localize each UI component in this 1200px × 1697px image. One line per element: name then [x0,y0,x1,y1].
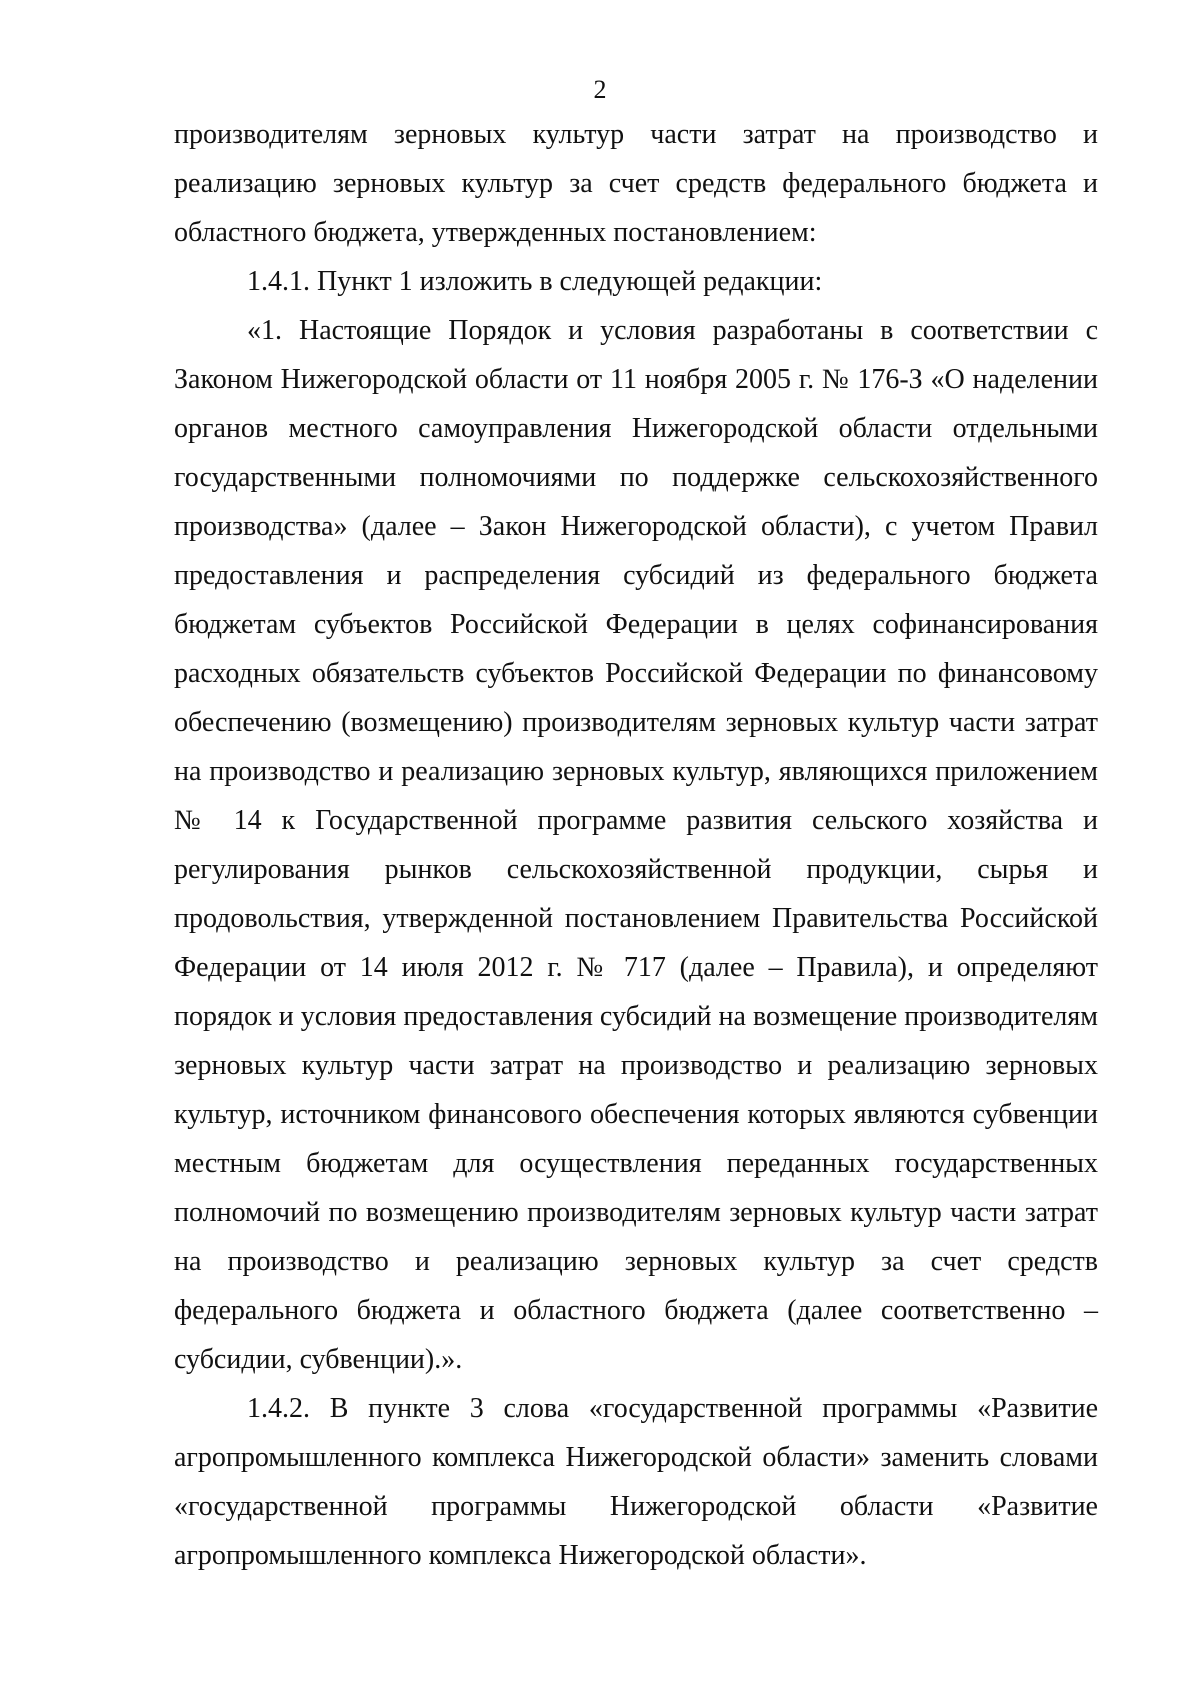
page-number: 2 [593,75,607,104]
paragraph-1-4-2: 1.4.2. В пункте 3 слова «государственной программы «Развитие агропромышленного комплекса Нижегородской области» заменить словами «государственной программы Нижегородской области «Развитие агропромышленного комплекса Нижегородской области». [174,1393,1098,1571]
document-body [174,110,1098,1580]
paragraph-continuation: производителям зерновых культур части затрат на производство и реализацию зерновых культур за счет средств федерального бюджета и областного бюджета, утвержденных постановлением: [174,119,1098,248]
paragraph-quoted-clause-1: «1. Настоящие Порядок и условия разработаны в соответствии с Законом Нижегородской области от 11 ноября 2005 г. № 176-З «О наделении органов местного самоуправления Нижегородской области отдельными государственными полномочиями по поддержке сельскохозяйственного производства» (далее – Закон Нижегородской области), с учетом Правил предоставления и распределения субсидий из федерального бюджета бюджетам субъектов Российской Федерации в целях софинансирования расходных обязательств субъектов Российской Федерации по финансовому обеспечению (возмещению) производителям зерновых культур части затрат на производство и реализацию зерновых культур, являющихся приложением № 14 к Государственной программе развития сельского хозяйства и регулирования рынков сельскохозяйственной продукции, сырья и продовольствия, утвержденной постановлением Правительства Российской Федерации от 14 июля 2012 г. № 717 (далее – Правила), и определяют порядок и условия предоставления субсидий на возмещение производителям зерновых культур части затрат на производство и реализацию зерновых культур, источником финансового обеспечения которых являются субвенции местным бюджетам для осуществления переданных государственных полномочий по возмещению производителям зерновых культур части затрат на производство и реализацию зерновых культур за счет средств федерального бюджета и областного бюджета (далее соответственно – субсидии, субвенции).». [174,315,1098,1375]
paragraph-1-4-1: 1.4.1. Пункт 1 изложить в следующей редакции: [247,266,823,297]
